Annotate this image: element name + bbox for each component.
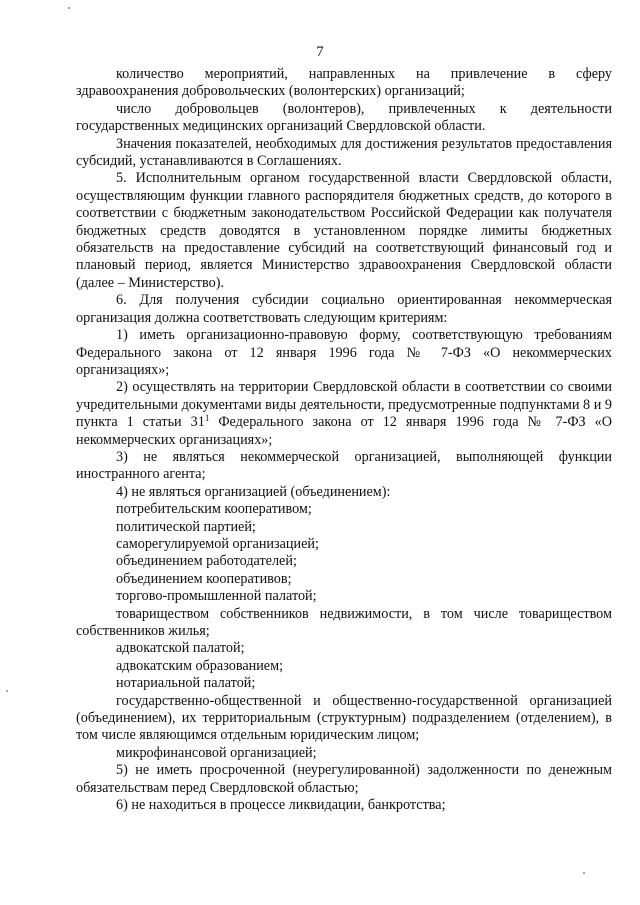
list-item: адвокатской палатой; [116, 640, 245, 657]
list-item: торгово-промышленной палатой; [116, 588, 317, 605]
paragraph-events-count: количество мероприятий, направленных на привлечение в сферу здравоохранения добровольческих (волонтерских) организаций; [76, 66, 612, 100]
list-item: объединением работодателей; [116, 553, 297, 570]
criterion-1: 1) иметь организационно-правовую форму, соответствующую требованиям Федерального закона от 12 января 1996 года № 7-ФЗ «О некоммерческих организациях»; [76, 327, 612, 378]
list-item: государственно-общественной и общественно-государственной организацией (объединением), их территориальным (структурным) подразделением (отделением), в том числе являющимся отдельным юридическим лицом; [76, 692, 612, 744]
scan-speck [583, 872, 585, 874]
excluded-organization-list [76, 501, 612, 762]
criterion-3: 3) не являться некоммерческой организацией, выполняющей функции иностранного агента; [76, 448, 612, 483]
criterion-2-superscript: 1 [204, 413, 210, 424]
document-body [76, 66, 612, 814]
list-item: товариществом собственников недвижимости, в том числе товариществом собственников жилья; [76, 605, 612, 639]
scan-speck [68, 7, 70, 9]
list-item: саморегулируемой организацией; [116, 535, 319, 552]
scan-speck [6, 690, 8, 692]
list-item: микрофинансовой организацией; [116, 744, 317, 761]
page-number: 7 [316, 44, 324, 60]
criterion-2 [76, 379, 612, 449]
paragraph-volunteers-count: число добровольцев (волонтеров), привлеченных к деятельности государственных медицинских организаций Свердловской области. [76, 100, 612, 135]
criterion-2-text-end: Федерального закона от 12 января 1996 года № 7-ФЗ «О некоммерческих организациях»; [76, 414, 613, 448]
list-item: нотариальной палатой; [116, 675, 256, 692]
criterion-5: 5) не иметь просроченной (неурегулированной) задолженности по денежным обязательствам перед Свердловской областью; [76, 762, 612, 796]
list-item: политической партией; [116, 518, 256, 535]
paragraph-indicator-values: Значения показателей, необходимых для достижения результатов предоставления субсидий, устанавливаются в Соглашениях. [76, 135, 612, 170]
criterion-6: 6) не находиться в процессе ликвидации, банкротства; [116, 797, 446, 814]
list-item: объединением кооперативов; [116, 570, 292, 587]
paragraph-item-5: 5. Исполнительным органом государственной власти Свердловской области, осуществляющим функции главного распорядителя бюджетных средств, до которого в соответствии с бюджетным законодательством Российской Федерации как получателя бюджетных средств доводятся в установленном порядке лимиты бюджетных обязательств на предоставление субсидий на соответствующий финансовый год и плановый период, является Министерство здравоохранения Свердловской области (далее – Министерство). [76, 170, 612, 291]
list-item: потребительским кооперативом; [116, 501, 312, 518]
list-item: адвокатским образованием; [116, 657, 284, 674]
criterion-2-text: 2) осуществлять на территории Свердловской области в соответствии со своими учредительными документами виды деятельности, предусмотренные подпунктами 8 и 9 пункта 1 статьи 31 [76, 379, 612, 431]
paragraph-item-6: 6. Для получения субсидии социально ориентированная некоммерческая организация должна соответствовать следующим критериям: [76, 292, 612, 326]
criterion-4: 4) не являться организацией (объединением): [116, 483, 391, 500]
